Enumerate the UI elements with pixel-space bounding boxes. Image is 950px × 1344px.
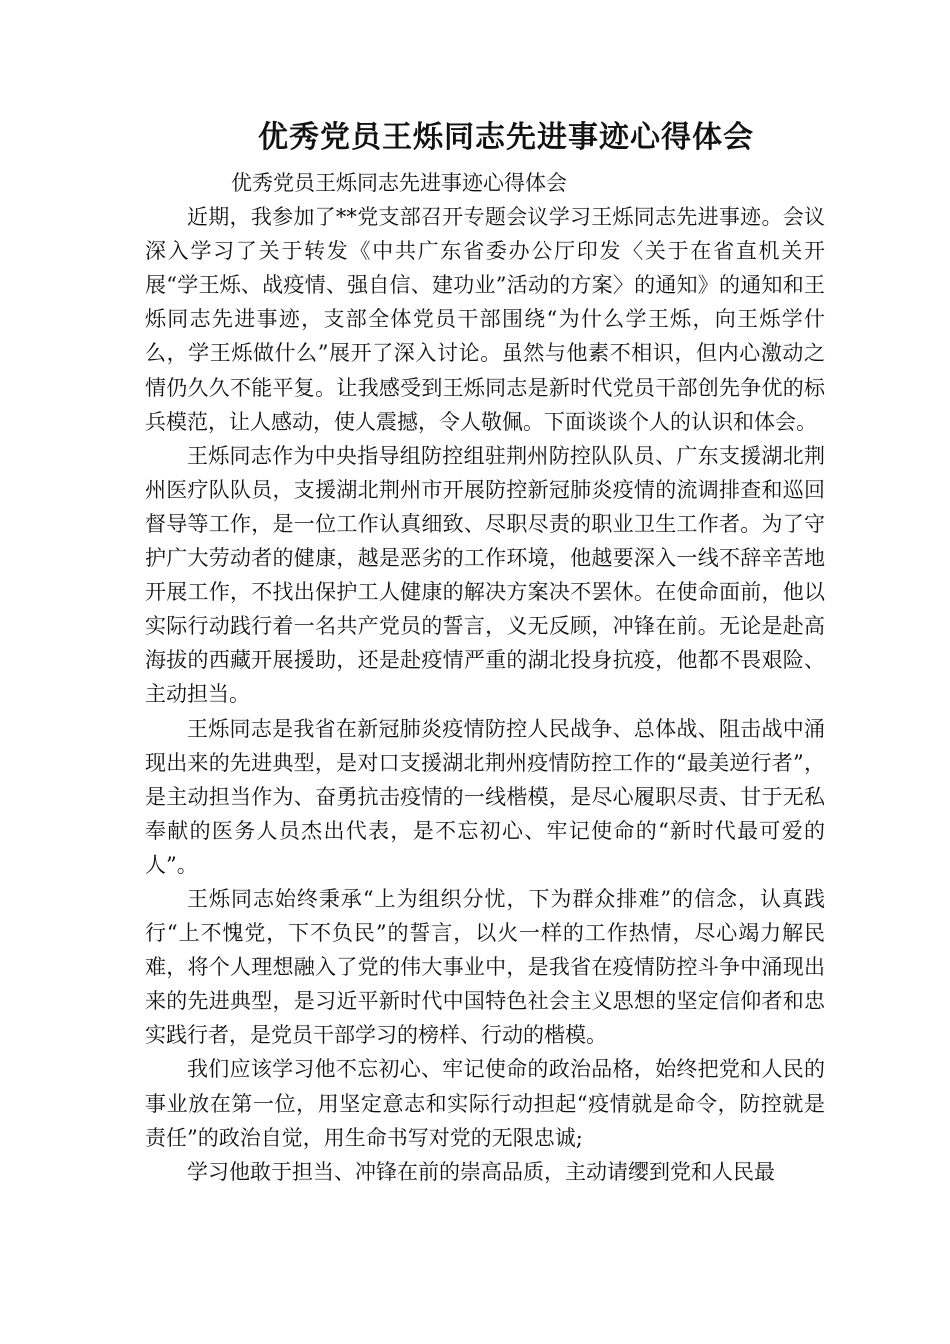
paragraph-5: 我们应该学习他不忘初心、牢记使命的政治品格，始终把党和人民的事业放在第一位，用坚定意志和实际行动担起“疫情就是命令，防控就是责任”的政治自觉，用生命书写对党的无限忠诚;: [145, 1057, 825, 1150]
document-title: 优秀党员王烁同志先进事迹心得体会: [258, 120, 754, 155]
paragraph-1: 近期，我参加了**党支部召开专题会议学习王烁同志先进事迹。会议深入学习了关于转发《中共广东省委办公厅印发〈关于在省直机关开展“学王烁、战疫情、强自信、建功业”活动的方案〉的通知》的通知和王烁同志先进事迹，支部全体党员干部围绕“为什么学王烁，向王烁学什么，学王烁做什么”展开了深入讨论。虽然与他素不相识，但内心激动之情仍久久不能平复。让我感受到王烁同志是新时代党员干部创先争优的标兵模范，让人感动，使人震撼，令人敬佩。下面谈谈个人的认识和体会。: [145, 205, 825, 434]
document-body: [145, 166, 825, 1189]
paragraph-2: 王烁同志作为中央指导组防控组驻荆州防控队队员、广东支援湖北荆州医疗队队员，支援湖北荆州市开展防控新冠肺炎疫情的流调排查和巡回督导等工作，是一位工作认真细致、尽职尽责的职业卫生工作者。为了守护广大劳动者的健康，越是恶劣的工作环境，他越要深入一线不辞辛苦地开展工作，不找出保护工人健康的解决方案决不罢休。在使命面前，他以实际行动践行着一名共产党员的誓言，义无反顾，冲锋在前。无论是赴高海拔的西藏开展援助，还是赴疫情严重的湖北投身抗疫，他都不畏艰险、主动担当。: [145, 443, 825, 707]
document-subtitle: 优秀党员王烁同志先进事迹心得体会: [231, 171, 567, 195]
paragraph-4: 王烁同志始终秉承“上为组织分忧，下为群众排难”的信念，认真践行“上不愧党，下不负民”的誓言，以火一样的工作热情，尽心竭力解民难，将个人理想融入了党的伟大事业中，是我省在疫情防控斗争中涌现出来的先进典型，是习近平新时代中国特色社会主义思想的坚定信仰者和忠实践行者，是党员干部学习的榜样、行动的楷模。: [145, 886, 825, 1048]
paragraph-6: 学习他敢于担当、冲锋在前的崇高品质，主动请缨到党和人民最: [187, 1159, 775, 1184]
paragraph-3: 王烁同志是我省在新冠肺炎疫情防控人民战争、总体战、阻击战中涌现出来的先进典型，是对口支援湖北荆州疫情防控工作的“最美逆行者”，是主动担当作为、奋勇抗击疫情的一线楷模，是尽心履职尽责、甘于无私奉献的医务人员杰出代表，是不忘初心、牢记使命的“新时代最可爱的人”。: [145, 716, 825, 877]
